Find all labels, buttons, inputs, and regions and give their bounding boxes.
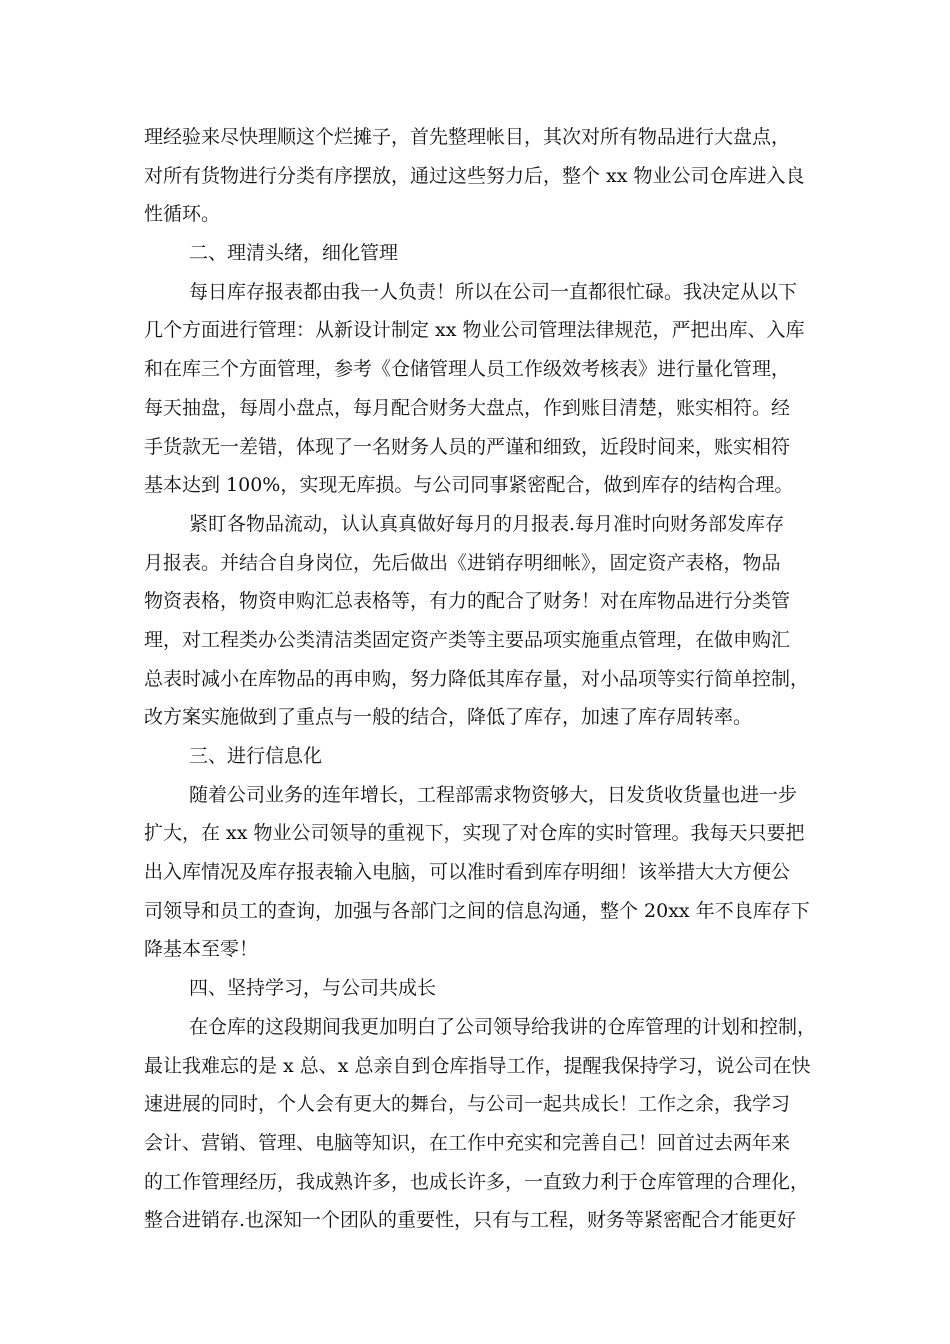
body-line: 几个方面进行管理：从新设计制定 xx 物业公司管理法律规范，严把出库、入库 [144,319,805,342]
body-line: 和在库三个方面管理，参考《仓储管理人员工作级效考核表》进行量化管理， [144,358,791,381]
body-line: 降基本至零！ [144,938,259,961]
body-line: 随着公司业务的连年增长，工程部需求物资够大，日发货收货量也进一步 [189,783,798,806]
body-line: 速进展的同时，个人会有更大的舞台，与公司一起共成长！工作之余，我学习 [144,1093,791,1116]
document-body [144,118,817,1240]
body-line: 每天抽盘，每周小盘点，每月配合财务大盘点，作到账目清楚，账实相符。经 [144,396,791,419]
body-line: 改方案实施做到了重点与一般的结合，降低了库存，加速了库存周转率。 [144,706,753,729]
body-line: 物资表格，物资申购汇总表格等，有力的配合了财务！对在库物品进行分类管 [144,590,791,613]
body-line: 性循环。 [144,203,221,226]
body-line: 的工作管理经历，我成熟许多，也成长许多，一直致力利于仓库管理的合理化， [144,1170,810,1193]
body-line: 出入库情况及库存报表输入电脑，可以准时看到库存明细！该举措大大方便公 [144,861,791,884]
body-line: 每日库存报表都由我一人负责！所以在公司一直都很忙碌。我决定从以下 [189,280,798,303]
body-line: 理经验来尽快理顺这个烂摊子，首先整理帐目，其次对所有物品进行大盘点， [144,126,791,148]
body-line: 扩大，在 xx 物业公司领导的重视下，实现了对仓库的实时管理。我每天只要把 [144,822,805,845]
body-line: 总表时减小在库物品的再申购，努力降低其库存量，对小品项等实行简单控制， [144,667,810,690]
body-line: 基本达到 100%，实现无库损。与公司同事紧密配合，做到库存的结构合理。 [144,474,794,497]
body-line: 会计、营销、管理、电脑等知识，在工作中充实和完善自己！回首过去两年来 [144,1131,791,1154]
body-line: 司领导和员工的查询，加强与各部门之间的信息沟通，整个 20xx 年不良库存下 [144,899,810,922]
section-heading-2: 二、理清头绪，细化管理 [189,242,399,265]
section-heading-4: 四、坚持学习，与公司共成长 [189,977,437,1000]
body-line: 月报表。并结合自身岗位，先后做出《进销存明细帐》，固定资产表格，物品 [144,551,781,574]
body-line: 紧盯各物品流动，认认真真做好每月的月报表.每月准时向财务部发库存 [189,512,785,535]
body-line: 在仓库的这段期间我更加明白了公司领导给我讲的仓库管理的计划和控制， [189,1015,817,1038]
body-line: 对所有货物进行分类有序摆放，通过这些努力后，整个 xx 物业公司仓库进入良 [144,164,805,187]
body-line: 手货款无一差错，体现了一名财务人员的严谨和细致，近段时间来，账实相符 [144,435,791,458]
body-line: 最让我难忘的是 x 总、x 总亲自到仓库指导工作，提醒我保持学习，说公司在快 [144,1054,811,1077]
body-line: 理，对工程类办公类清洁类固定资产类等主要品项实施重点管理，在做申购汇 [144,628,791,651]
section-heading-3: 三、进行信息化 [189,745,323,767]
body-line: 整合进销存.也深知一个团队的重要性，只有与工程，财务等紧密配合才能更好 [144,1209,797,1232]
